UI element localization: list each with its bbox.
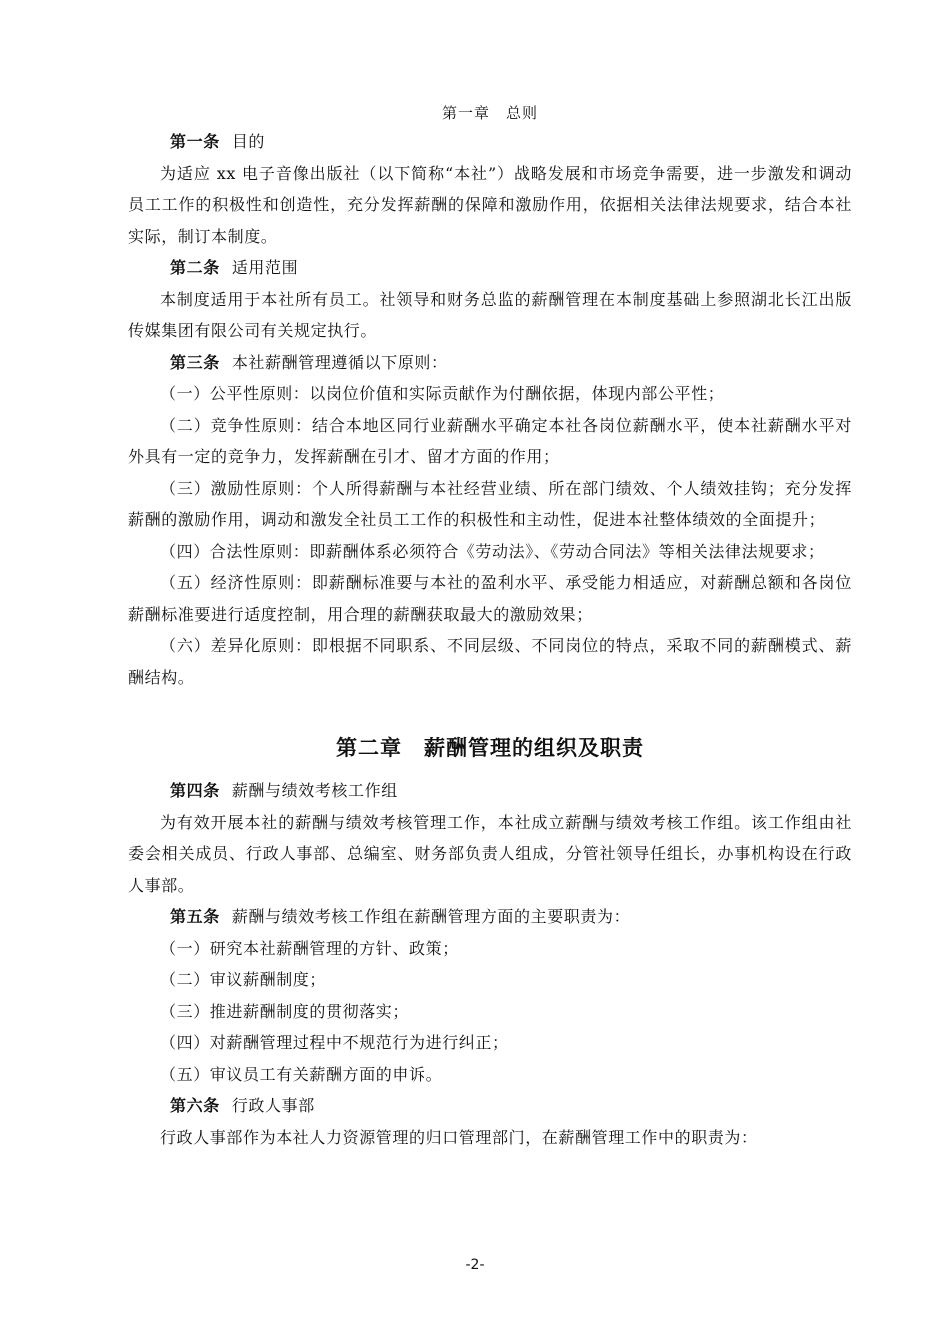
list-item: （四）对薪酬管理过程中不规范行为进行纠正； [160,1033,509,1052]
article-4-heading [128,775,852,807]
article-1-heading [128,126,852,158]
list-item: （四）合法性原则：即薪酬体系必须符合《劳动法》、《劳动合同法》等相关法律法规要求； [160,541,825,561]
article-1-body: 为适应 xx 电子音像出版社（以下简称“本社”）战略发展和市场竞争需要，进一步激发和调动员工工作的积极性和创造性，充分发挥薪酬的保障和激励作用，依据相关法律法规要求，结合本社实际，制订本制度。 [128,163,852,246]
list-item: （五）经济性原则：即薪酬标准要与本社的盈利水平、承受能力相适应，对薪酬总额和各岗位薪酬标准要进行适度控制，用合理的薪酬获取最大的激励效果； [128,573,852,624]
article-label: 第五条 [170,907,220,926]
article-4-body: 为有效开展本社的薪酬与绩效考核管理工作，本社成立薪酬与绩效考核工作组。该工作组由社委会相关成员、行政人事部、总编室、财务部负责人组成，分管社领导任组长，办事机构设在行政人事部。 [128,812,852,895]
page-content [128,100,852,1153]
article-title: 薪酬与绩效考核工作组 [231,781,398,800]
article-label: 第三条 [170,352,220,372]
article-label: 第四条 [170,781,220,800]
list-item: （二）审议薪酬制度； [160,970,327,989]
article-title: 行政人事部 [231,1096,315,1115]
article-2-heading [128,252,852,284]
page-number: -2- [465,1257,485,1273]
chapter-1-heading: 第一章 总则 [441,104,538,122]
list-item: （六）差异化原则：即根据不同职系、不同层级、不同岗位的特点，采取不同的薪酬模式、薪酬结构。 [128,636,852,687]
article-2-body: 本制度适用于本社所有员工。社领导和财务总监的薪酬管理在本制度基础上参照湖北长江出版传媒集团有限公司有关规定执行。 [128,289,852,340]
article-title: 薪酬与绩效考核工作组在薪酬管理方面的主要职责为： [231,907,631,926]
article-title: 适用范围 [231,258,299,277]
article-6-body: 行政人事部作为本社人力资源管理的归口管理部门，在薪酬管理工作中的职责为： [160,1127,758,1147]
list-item: （一）研究本社薪酬管理的方针、政策； [160,938,459,958]
article-5-heading [128,901,852,933]
article-3-heading [128,347,852,379]
list-item: （五）审议员工有关薪酬方面的申诉。 [160,1064,443,1084]
article-label: 第二条 [170,258,220,277]
article-title: 目的 [231,132,266,151]
list-item: （二）竞争性原则：结合本地区同行业薪酬水平确定本社各岗位薪酬水平，使本社薪酬水平对外具有一定的竞争力，发挥薪酬在引才、留才方面的作用； [128,415,852,466]
list-item: （三）激励性原则：个人所得薪酬与本社经营业绩、所在部门绩效、个人绩效挂钩；充分发挥薪酬的激励作用，调动和激发全社员工工作的积极性和主动性，促进本社整体绩效的全面提升； [128,478,852,529]
list-item: （一）公平性原则：以岗位价值和实际贡献作为付酬依据，体现内部公平性； [160,384,725,403]
list-item: （三）推进薪酬制度的贯彻落实； [160,1001,410,1021]
article-6-heading [128,1090,852,1122]
chapter-2-heading: 第二章 薪酬管理的组织及职责 [336,736,644,760]
article-label: 第一条 [170,132,220,151]
article-title: 本社薪酬管理遵循以下原则： [231,352,448,372]
article-label: 第六条 [170,1096,220,1115]
